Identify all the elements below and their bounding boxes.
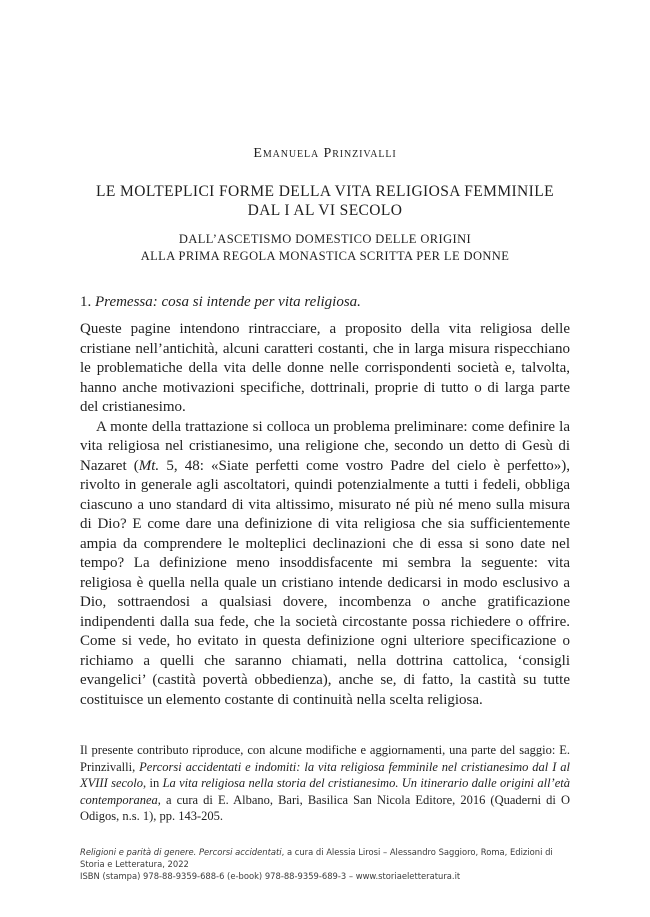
body-paragraph-2 (80, 418, 570, 711)
article-subtitle-line-1: DALL’ASCETISMO DOMESTICO DELLE ORIGINI (178, 232, 472, 246)
section-number: 1. (80, 294, 92, 310)
body-paragraph-1: Queste pagine intendono rintracciare, a proposito della vita religiosa delle cristiane nell’antichità, alcuni caratteri costanti, che in larga misura rispecchiano le problematiche della vita delle donne nelle corrispondenti società e, talvolta, hanno anche motivazioni specifiche, dottrinali, proprie di tutto o di larga parte del cristianesimo. (80, 321, 570, 415)
section-title: Premessa: cosa si intende per vita religiosa. (95, 294, 361, 310)
paragraph-2-text-start: A monte della trattazione si colloca un problema preliminare: come definire la vita religiosa nel cristianesimo, una religione che, secondo un detto di Gesù di Nazaret ( (80, 418, 570, 474)
author-name: Emanuela Prinzivalli (253, 146, 397, 161)
publication-imprint (80, 846, 570, 883)
article-title (0, 182, 650, 220)
footnote-part-5: , a cura di E. Albano, Bari, Basilica San Nicola Editore, 2016 (Quaderni di O Odigos, n.s. 1), pp. 143-205. (80, 792, 570, 824)
footnote-cited-volume: La vita religiosa nella storia del cristianesimo. Un itinerario dalle origini all’età contemporanea (80, 776, 570, 807)
imprint-details: , a cura di Alessia Lirosi – Alessandro Saggioro, Roma, Edizioni di Storia e Letteratura, 2022 (80, 847, 553, 870)
footnote (80, 742, 570, 825)
article-title-line-1: LE MOLTEPLICI FORME DELLA VITA RELIGIOSA FEMMINILE (96, 183, 554, 200)
footnote-part-3: , in (143, 776, 163, 791)
paragraph-2-text-rest: 5, 48: «Siate perfetti come vostro Padre del cielo è perfetto»), rivolto in generale agli ascoltatori, quindi potenzialmente a tutti i fedeli, obbliga ciascuno a uno standard di vita altissimo, misurato né più né meno sulla misura di Dio? E come dare una definizione di vita religiosa che sia sufficientemente ampia da comprendere le molteplici declinazioni che di essa si sono date nel tempo? La definizione meno insoddisfacente mi sembra la seguente: vita religiosa è quella nella quale un cristiano intende dedicarsi in modo esclusivo a Dio, sottraendosi a qualsiasi dovere, incombenza o anche gratificazione indipendenti dalla sua fede, che la società circostante possa richiedere o offrire. Come si vede, ho evitato in questa definizione ogni ulteriore specificazione o richiamo a quelli che saranno chiamati, nella dottrina cattolica, ‘consigli evangelici’ (castità povertà obbedienza), anche se, di fatto, la castità su tutte costituisce un elemento costante di continuità nella scelta religiosa. (80, 457, 571, 708)
imprint-series: Religioni e parità di genere. (80, 847, 199, 857)
section-heading (80, 294, 570, 311)
footnote-text (80, 742, 570, 825)
footnote-part-1: Il presente contributo riproduce, con alcune modifiche e aggiornamenti, una parte del saggio: E. Prinzivalli, (80, 743, 570, 774)
imprint-isbn: ISBN (stampa) 978-88-9359-688-6 (e-book) 978-88-9359-689-3 – www.storiaeletteratura.it (80, 871, 461, 882)
article-subtitle (0, 231, 650, 265)
imprint-book-title: Percorsi accidentati (198, 847, 282, 857)
article-title-line-2: DAL I AL VI SECOLO (247, 202, 403, 219)
body-text (80, 320, 570, 710)
scripture-reference: Mt. (138, 457, 160, 474)
article-subtitle-line-2: ALLA PRIMA REGOLA MONASTICA SCRITTA PER LE DONNE (140, 249, 510, 263)
footnote-cited-essay: Percorsi accidentati e indomiti: la vita religiosa femminile nel cristianesimo dal I al XVIII secolo (80, 759, 571, 791)
imprint-citation (80, 846, 570, 870)
